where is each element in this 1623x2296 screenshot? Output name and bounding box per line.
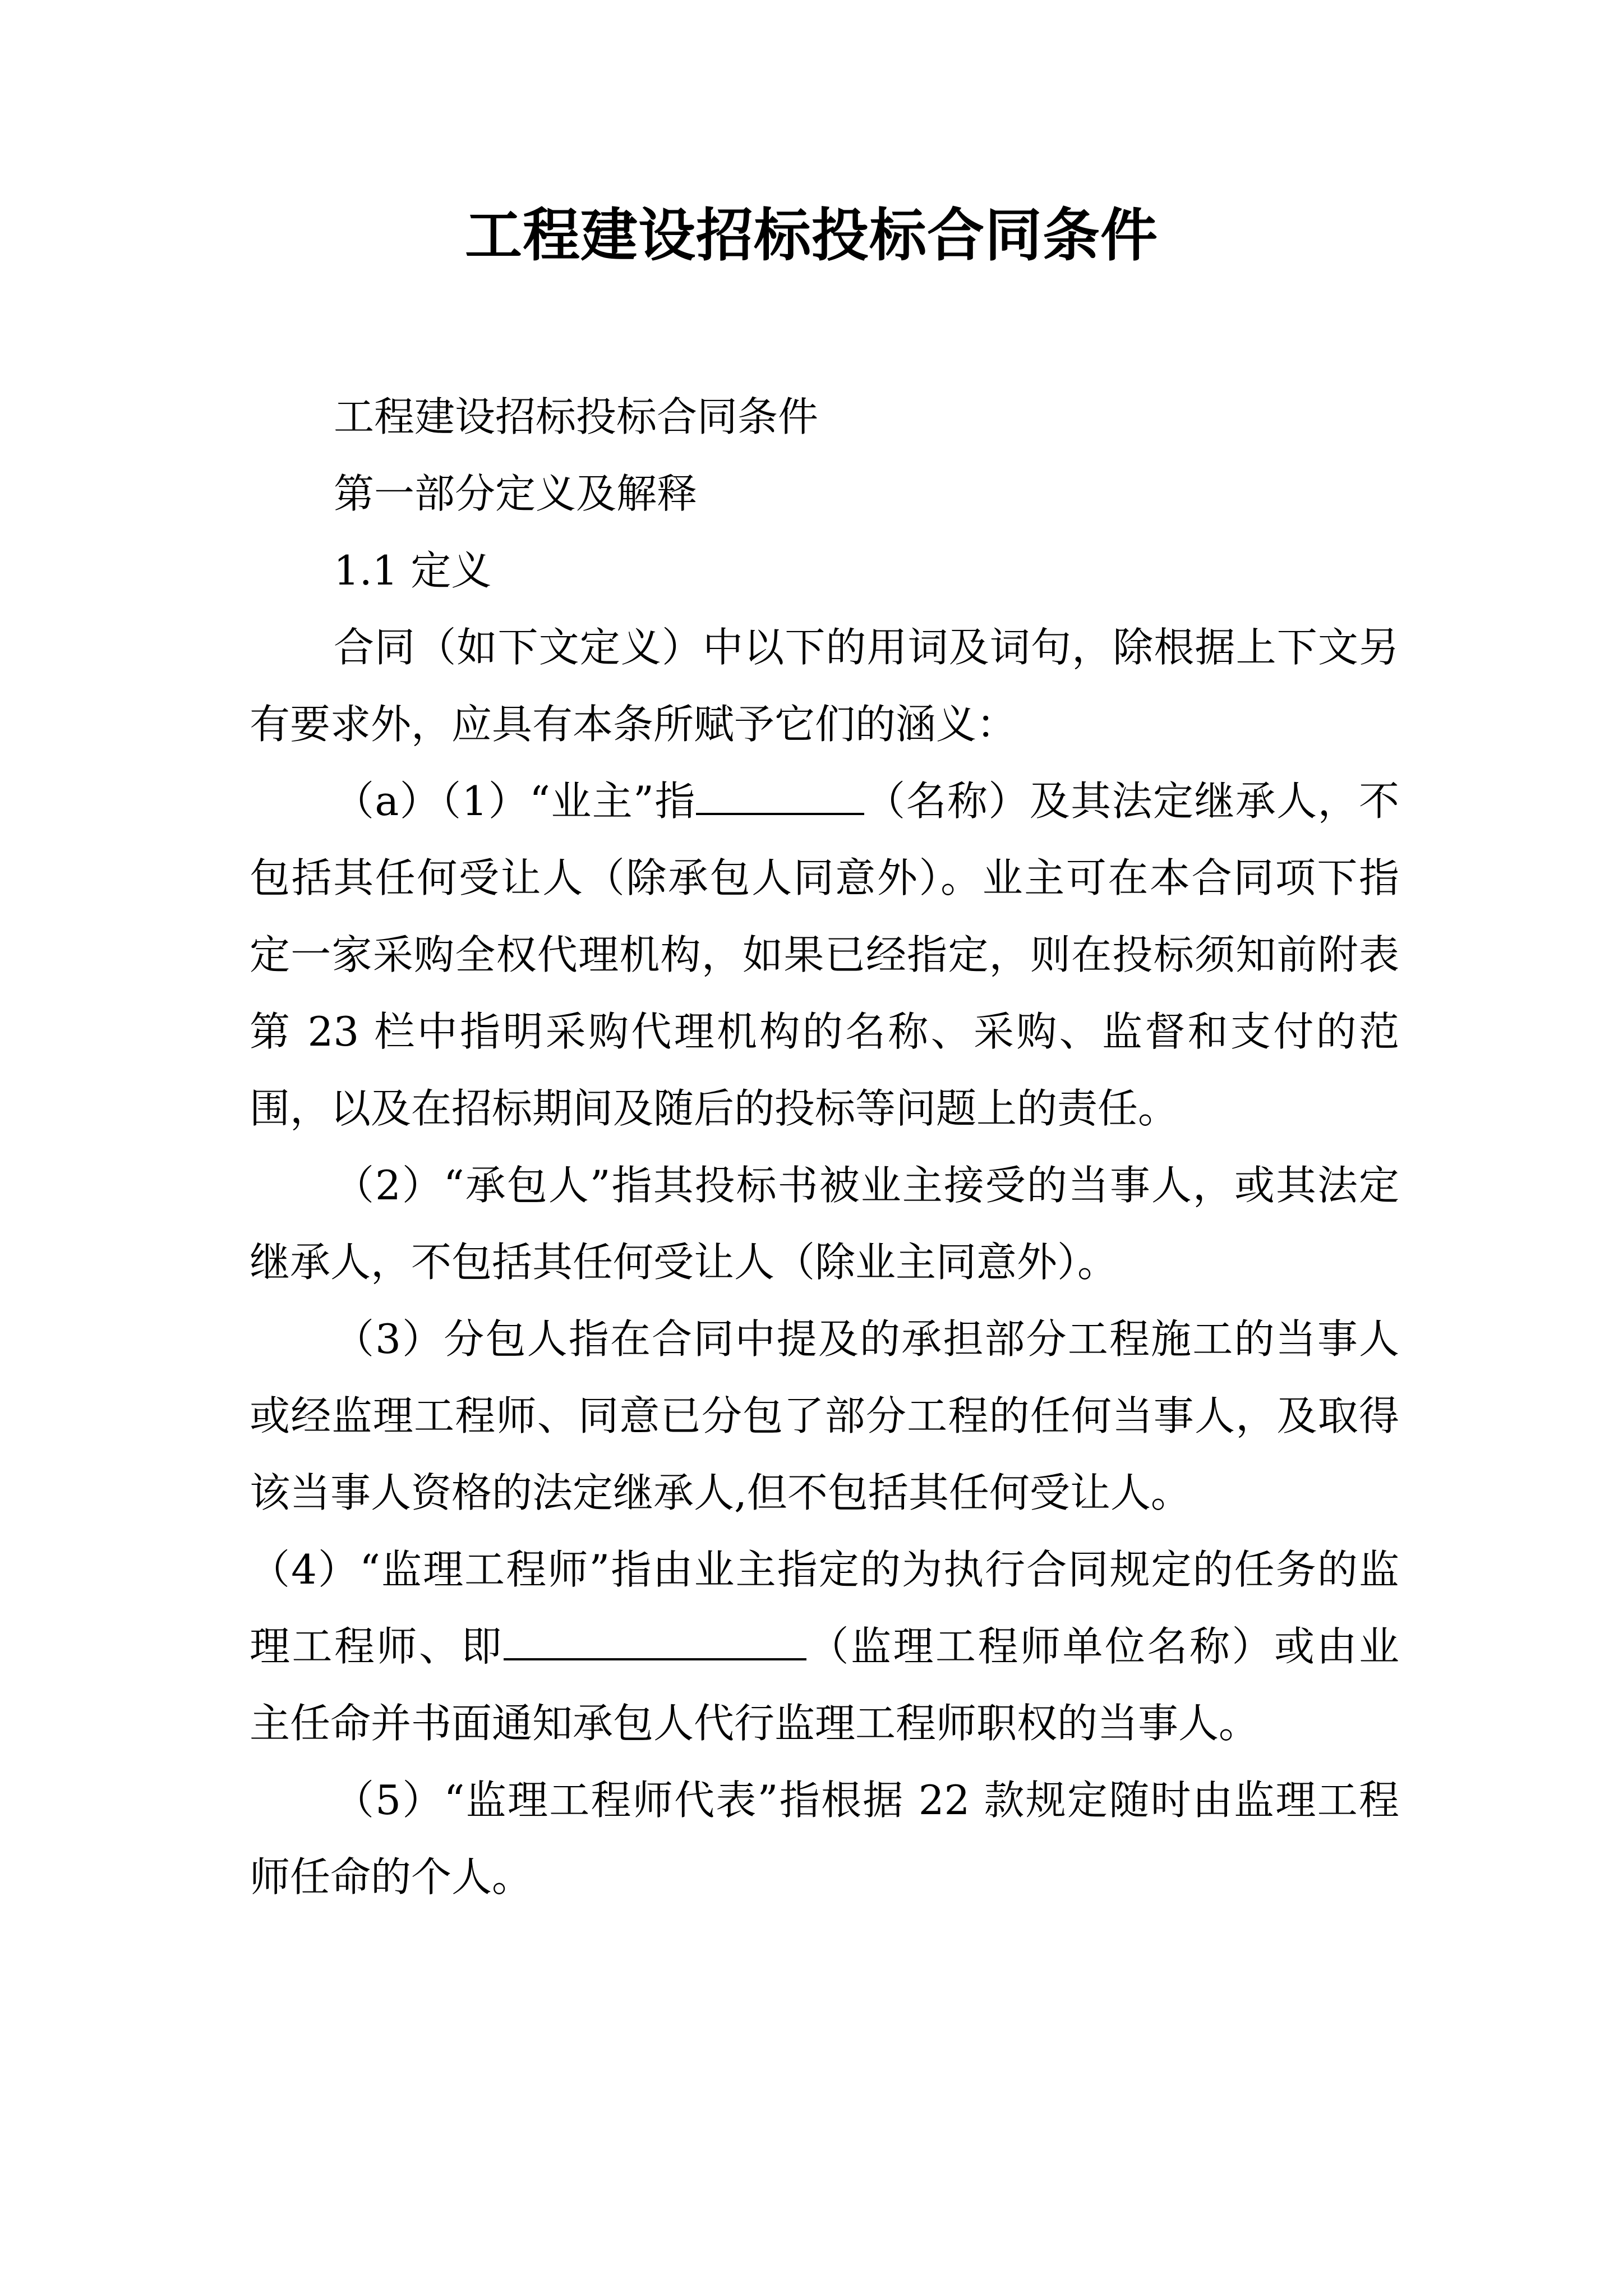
engineer-name-blank [504,1625,806,1660]
paragraph-heading: 工程建设招标投标合同条件 [334,393,819,440]
engineer-definition-lead: （4）“监理工程师”指由业主指定的为执行合同规定的任务的监理工程师、即 [250,1546,1399,1670]
owner-definition-rest: （名称）及其法定继承人，不包括其任何受让人（除承包人同意外）。业主可在本合同项下指定一家采购全权代理机构，如果已经指定，则在投标须知前附表第 23 栏中指明采购代理机构的名称、采购、监督和支付的范围，以及在招标期间及随后的投标等问题上的责任。 [250,777,1399,1132]
paragraph-contractor-definition: （2）“承包人”指其投标书被业主接受的当事人，或其法定继承人，不包括其任何受让人（除业主同意外）。 [250,1162,1399,1286]
document-title: 工程建设招标投标合同条件 [465,202,1158,269]
paragraph-section-1-1: 1.1 定义 [334,547,492,594]
paragraph-part-one: 第一部分定义及解释 [334,470,698,517]
owner-name-blank [696,779,864,815]
paragraph-definitions-intro: 合同（如下文定义）中以下的用词及词句，除根据上下文另有要求外，应具有本条所赋予它们的涵义： [250,624,1399,748]
document-body [250,379,1399,1916]
paragraph-subcontractor-definition: （3）分包人指在合同中提及的承担部分工程施工的当事人或经监理工程师、同意已分包了部分工程的任何当事人，及取得该当事人资格的法定继承人,但不包括其任何受让人。 [250,1315,1399,1516]
owner-definition-lead: （a）（1）“业主”指 [334,777,696,825]
paragraph-engineer-definition [250,1531,1399,1762]
paragraph-engineer-representative: （5）“监理工程师代表”指根据 22 款规定随时由监理工程师任命的个人。 [250,1777,1399,1901]
engineer-definition-rest: （监理工程师单位名称）或由业主任命并书面通知承包人代行监理工程师职权的当事人。 [250,1623,1399,1747]
paragraph-owner-definition [250,763,1399,1147]
